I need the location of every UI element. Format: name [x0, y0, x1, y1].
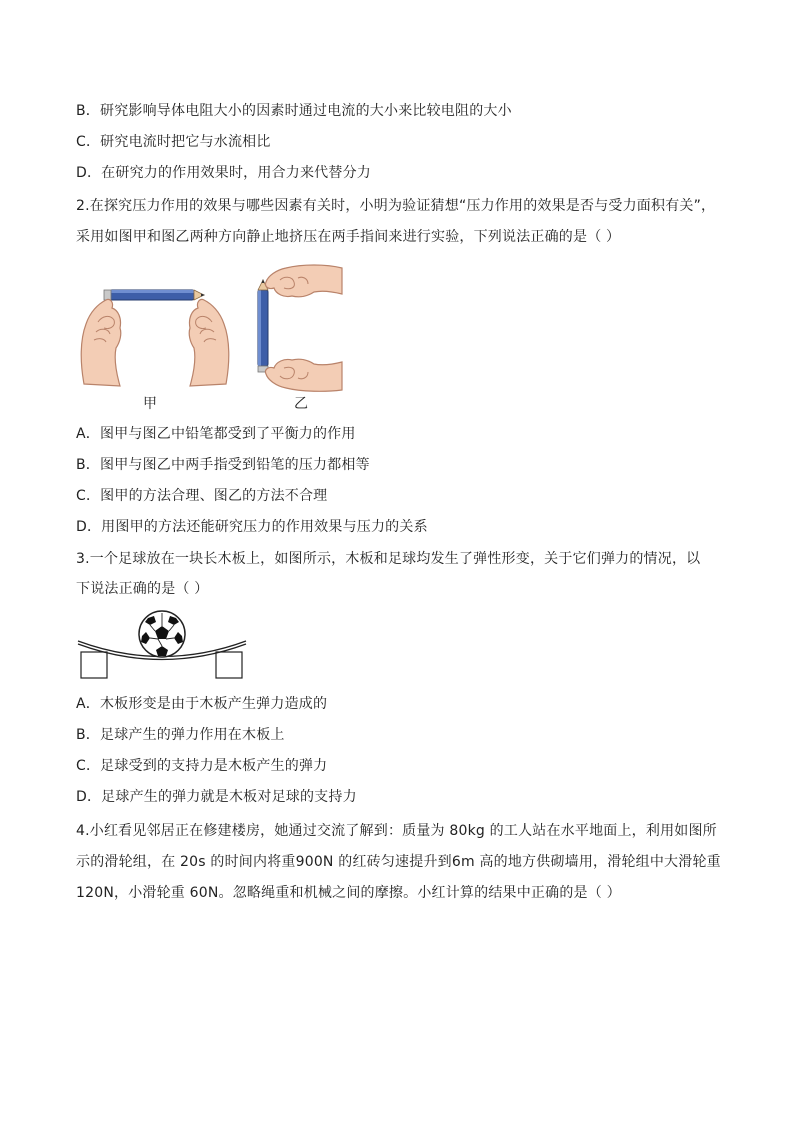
q4-stem-line2: 示的滑轮组，在 20s 的时间内将重900N 的红砖匀速提升到6m 高的地方供砌墙用，滑轮组中大滑轮重 [76, 854, 721, 870]
q2-option-b: B．图甲与图乙中两手指受到铅笔的压力都相等 [76, 457, 370, 473]
q2-option-c: C．图甲的方法合理、图乙的方法不合理 [76, 488, 328, 504]
q2-stem-line1: 2.在探究压力作用的效果与哪些因素有关时，小明为验证猜想“压力作用的效果是否与受力面积有关”， [76, 198, 716, 214]
figure-pencil-horizontal [76, 282, 236, 392]
figure-label-yi: 乙 [294, 396, 308, 412]
q4-stem-line3: 120N，小滑轮重 60N。忽略绳重和机械之间的摩擦。小红计算的结果中正确的是（ ） [76, 885, 621, 901]
q4-stem-line1: 4.小红看见邻居正在修建楼房，她通过交流了解到：质量为 80kg 的工人站在水平地面上，利用如图所 [76, 823, 717, 839]
figure-pencil-vertical [246, 262, 346, 392]
q3-option-d: D．足球产生的弹力就是木板对足球的支持力 [76, 789, 357, 805]
q3-stem-line1: 3.一个足球放在一块长木板上，如图所示，木板和足球均发生了弹性形变，关于它们弹力的情况，以 [76, 551, 701, 567]
q3-stem-line2: 下说法正确的是（ ） [76, 581, 209, 597]
q1-option-c: C．研究电流时把它与水流相比 [76, 134, 271, 150]
q1-option-b: B．研究影响导体电阻大小的因素时通过电流的大小来比较电阻的大小 [76, 103, 512, 119]
q3-option-a: A．木板形变是由于木板产生弹力造成的 [76, 696, 328, 712]
q1-option-d: D．在研究力的作用效果时，用合力来代替分力 [76, 165, 371, 181]
q2-stem-line2: 采用如图甲和图乙两种方向静止地挤压在两手指间来进行实验，下列说法正确的是（ ） [76, 229, 621, 245]
figure-ball-on-board [76, 610, 256, 680]
figure-label-jia: 甲 [143, 396, 157, 412]
q3-option-c: C．足球受到的支持力是木板产生的弹力 [76, 758, 328, 774]
q2-option-a: A．图甲与图乙中铅笔都受到了平衡力的作用 [76, 426, 356, 442]
q3-option-b: B．足球产生的弹力作用在木板上 [76, 727, 285, 743]
q2-option-d: D．用图甲的方法还能研究压力的作用效果与压力的关系 [76, 519, 428, 535]
